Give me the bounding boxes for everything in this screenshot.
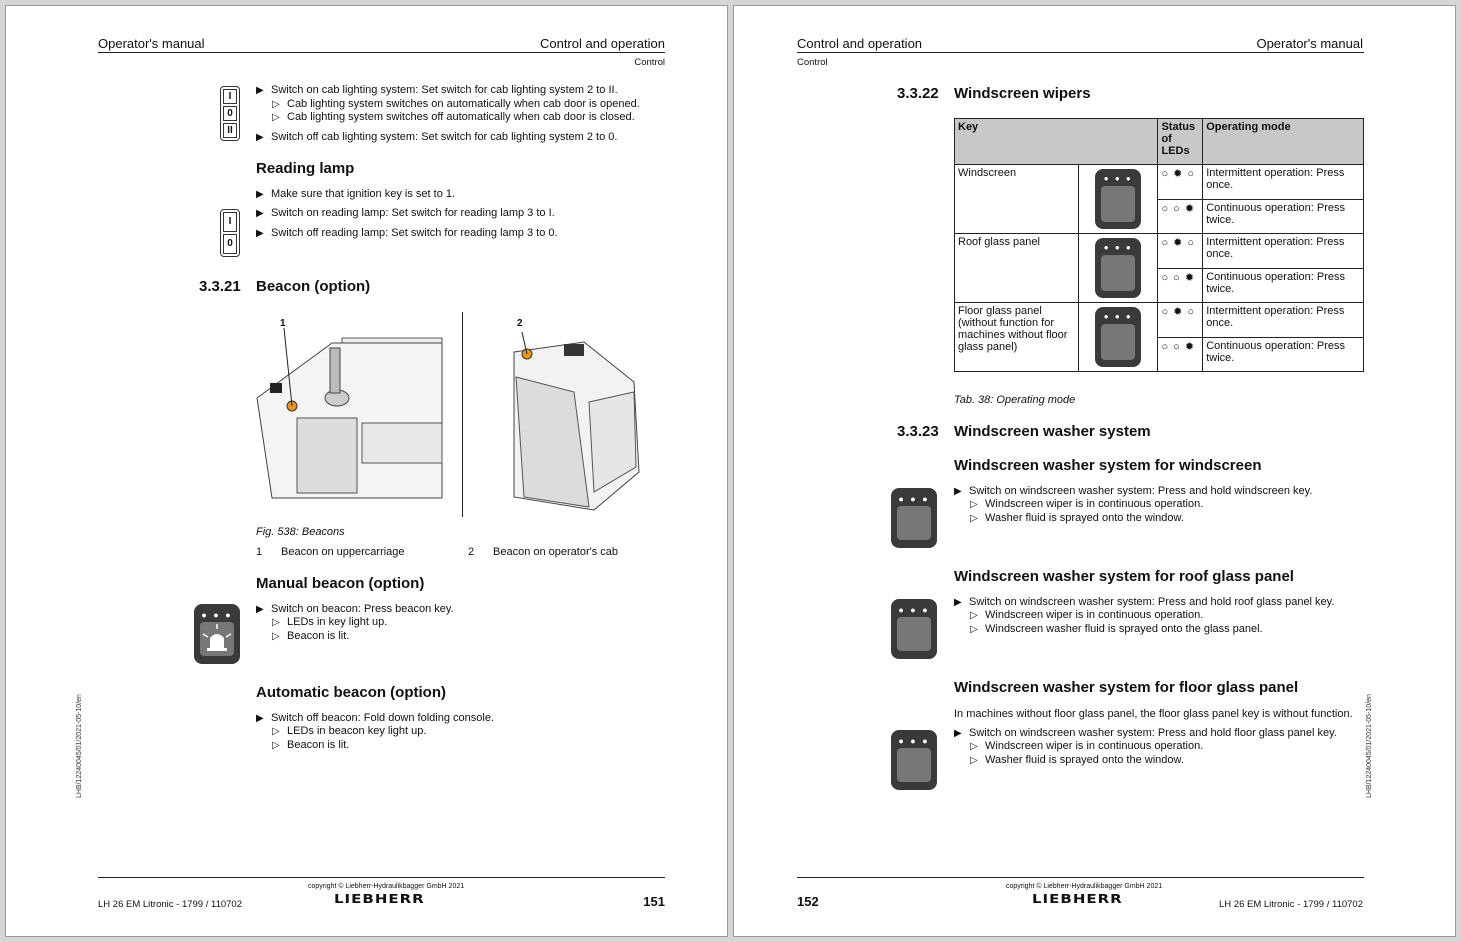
floor-key-icon: ● ● ● [1079,303,1158,372]
step-icon: ▶ [256,713,264,724]
operating-mode: Intermittent operation: Press once. [1203,234,1364,269]
result-icon: ▷ [272,617,280,628]
subheader: Control [634,57,665,68]
header-rule [98,52,665,53]
result-icon: ▷ [272,740,280,751]
legend-2-number: 2 [468,546,475,558]
col-header-key: Key [955,119,1158,165]
figure-caption: Fig. 538: Beacons [256,526,345,538]
automatic-beacon-result-1: ▷ LEDs in beacon key light up. [272,725,427,737]
manual-beacon-result-1: ▷ LEDs in key light up. [272,616,388,628]
copyright: copyright © Liebherr-Hydraulikbagger GmbH 2021 [1006,883,1163,890]
washer-title: Windscreen washer system [954,423,1151,440]
step-icon: ▶ [256,189,264,200]
subheader: Control [797,57,828,68]
footer-rule [797,877,1364,878]
led-status: ○ ○ ✹ [1158,268,1203,303]
operating-mode: Continuous operation: Press twice. [1203,337,1364,372]
operating-mode: Continuous operation: Press twice. [1203,199,1364,234]
liebherr-logo: LIEBHERR [334,891,425,907]
beacon-title: Beacon (option) [256,278,371,295]
page-151 [6,6,727,936]
washer-roof-step: ▶ Switch on windscreen washer system: Press and hold roof glass panel key. [954,596,1335,608]
switch-pos-0: 0 [223,106,237,121]
uppercarriage-illustration [252,328,452,503]
led-status: ○ ✹ ○ [1158,303,1203,338]
footer-model: LH 26 EM Litronic - 1799 / 110702 [1219,899,1363,910]
led-status: ○ ○ ✹ [1158,199,1203,234]
led-status: ○ ✹ ○ [1158,234,1203,269]
liebherr-logo: LIEBHERR [1032,891,1123,907]
step-icon: ▶ [256,604,264,615]
table-row [955,165,1364,200]
step-icon: ▶ [954,597,962,608]
washer-windscreen-title: Windscreen washer system for windscreen [954,457,1262,474]
footer-rule [98,877,665,878]
cab-lighting-step-off: ▶ Switch off cab lighting system: Set switch for cab lighting system 2 to 0. [256,131,618,143]
floor-key-icon: ● ● ● [891,730,937,790]
cab-lighting-switch-icon [220,86,240,141]
washer-floor-result-2: ▷ Washer fluid is sprayed onto the window. [970,754,1184,766]
table-row [955,234,1364,269]
page-number: 152 [797,894,819,909]
washer-roof-result-2: ▷ Windscreen washer fluid is sprayed onto the glass panel. [970,623,1263,635]
result-icon: ▷ [272,112,280,123]
automatic-beacon-result-2: ▷ Beacon is lit. [272,739,350,751]
step-icon: ▶ [954,486,962,497]
page-number: 151 [643,894,665,909]
section-number-beacon: 3.3.21 [199,278,241,295]
automatic-beacon-step: ▶ Switch off beacon: Fold down folding console. [256,712,494,724]
result-icon: ▷ [272,99,280,110]
result-icon: ▷ [970,513,978,524]
header-left: Operator's manual [98,36,205,51]
windscreen-key-icon: ● ● ● [1079,165,1158,234]
header-rule [797,52,1364,53]
col-header-status: Status of LEDs [1158,119,1203,165]
result-icon: ▷ [272,726,280,737]
section-number-washer: 3.3.23 [897,423,939,440]
cab-lighting-step-on: ▶ Switch on cab lighting system: Set switch for cab lighting system 2 to II. [256,84,618,96]
legend-2-text: Beacon on operator's cab [493,546,619,558]
col-header-mode: Operating mode [1203,119,1364,165]
automatic-beacon-title: Automatic beacon (option) [256,684,446,701]
legend-1-number: 1 [256,546,263,558]
wipers-table [954,118,1364,372]
cab-lighting-result-1: ▷ Cab lighting system switches on automatically when cab door is opened. [272,98,640,110]
key-name: Roof glass panel [955,234,1079,303]
washer-roof-result-1: ▷ Windscreen wiper is in continuous operation. [970,609,1204,621]
washer-floor-result-1: ▷ Windscreen wiper is in continuous operation. [970,740,1204,752]
led-status: ○ ✹ ○ [1158,165,1203,200]
result-icon: ▷ [970,741,978,752]
header-right: Operator's manual [1256,36,1363,51]
switch-pos-0: 0 [223,234,237,254]
result-icon: ▷ [970,624,978,635]
callout-2: 2 [517,318,523,329]
table-header-row [955,119,1364,165]
operators-cab-illustration [494,332,644,512]
page-152 [734,6,1455,936]
washer-windscreen-step: ▶ Switch on windscreen washer system: Press and hold windscreen key. [954,485,1313,497]
manual-beacon-step: ▶ Switch on beacon: Press beacon key. [256,603,454,615]
table-row [955,303,1364,338]
step-icon: ▶ [256,208,264,219]
roof-key-icon: ● ● ● [1079,234,1158,303]
switch-pos-ii: II [223,123,237,138]
operating-mode: Intermittent operation: Press once. [1203,303,1364,338]
header-right: Control and operation [539,36,665,51]
legend-1-text: Beacon on uppercarriage [281,546,405,558]
operating-mode: Intermittent operation: Press once. [1203,165,1364,200]
step-icon: ▶ [954,728,962,739]
table-caption: Tab. 38: Operating mode [954,394,1076,406]
windscreen-key-icon: ● ● ● [891,488,937,548]
operating-mode: Continuous operation: Press twice. [1203,268,1364,303]
switch-pos-i: I [223,89,237,104]
washer-roof-title: Windscreen washer system for roof glass panel [954,568,1294,585]
wipers-title: Windscreen wipers [954,85,1091,102]
document-code: LHB/12240045/01/2021-05-10/en [76,694,83,798]
step-icon: ▶ [256,228,264,239]
manual-beacon-title: Manual beacon (option) [256,575,425,592]
cab-lighting-result-2: ▷ Cab lighting system switches off automatically when cab door is closed. [272,111,635,123]
reading-lamp-title: Reading lamp [256,160,355,177]
washer-floor-title: Windscreen washer system for floor glass panel [954,679,1299,696]
manual-beacon-result-2: ▷ Beacon is lit. [272,630,350,642]
result-icon: ▷ [970,499,978,510]
switch-pos-i: I [223,212,237,232]
washer-windscreen-result-2: ▷ Washer fluid is sprayed onto the window. [970,512,1184,524]
result-icon: ▷ [272,631,280,642]
roof-key-icon: ● ● ● [891,599,937,659]
figure-divider [462,312,463,517]
result-icon: ▷ [970,610,978,621]
key-name: Windscreen [955,165,1079,234]
washer-floor-step: ▶ Switch on windscreen washer system: Press and hold floor glass panel key. [954,727,1337,739]
step-icon: ▶ [256,132,264,143]
key-name: Floor glass panel (without function for machines without floor glass panel) [955,303,1079,372]
reading-lamp-step-2: ▶ Switch on reading lamp: Set switch for reading lamp 3 to I. [256,207,555,219]
copyright: copyright © Liebherr-Hydraulikbagger GmbH 2021 [308,883,465,890]
washer-windscreen-result-1: ▷ Windscreen wiper is in continuous operation. [970,498,1204,510]
beacon-key-icon: ● ● ● [194,604,240,664]
result-icon: ▷ [970,755,978,766]
washer-floor-note: In machines without floor glass panel, the floor glass panel key is without function. [954,708,1353,720]
section-number-wipers: 3.3.22 [897,85,939,102]
reading-lamp-step-3: ▶ Switch off reading lamp: Set switch for reading lamp 3 to 0. [256,227,558,239]
footer-model: LH 26 EM Litronic - 1799 / 110702 [98,899,242,910]
reading-lamp-step-1: ▶ Make sure that ignition key is set to 1. [256,188,456,200]
step-icon: ▶ [256,85,264,96]
document-code: LHB/12240045/01/2021-05-10/en [1366,694,1373,798]
reading-lamp-switch-icon [220,209,240,257]
led-status: ○ ○ ✹ [1158,337,1203,372]
callout-1: 1 [280,318,286,329]
header-left: Control and operation [797,36,923,51]
